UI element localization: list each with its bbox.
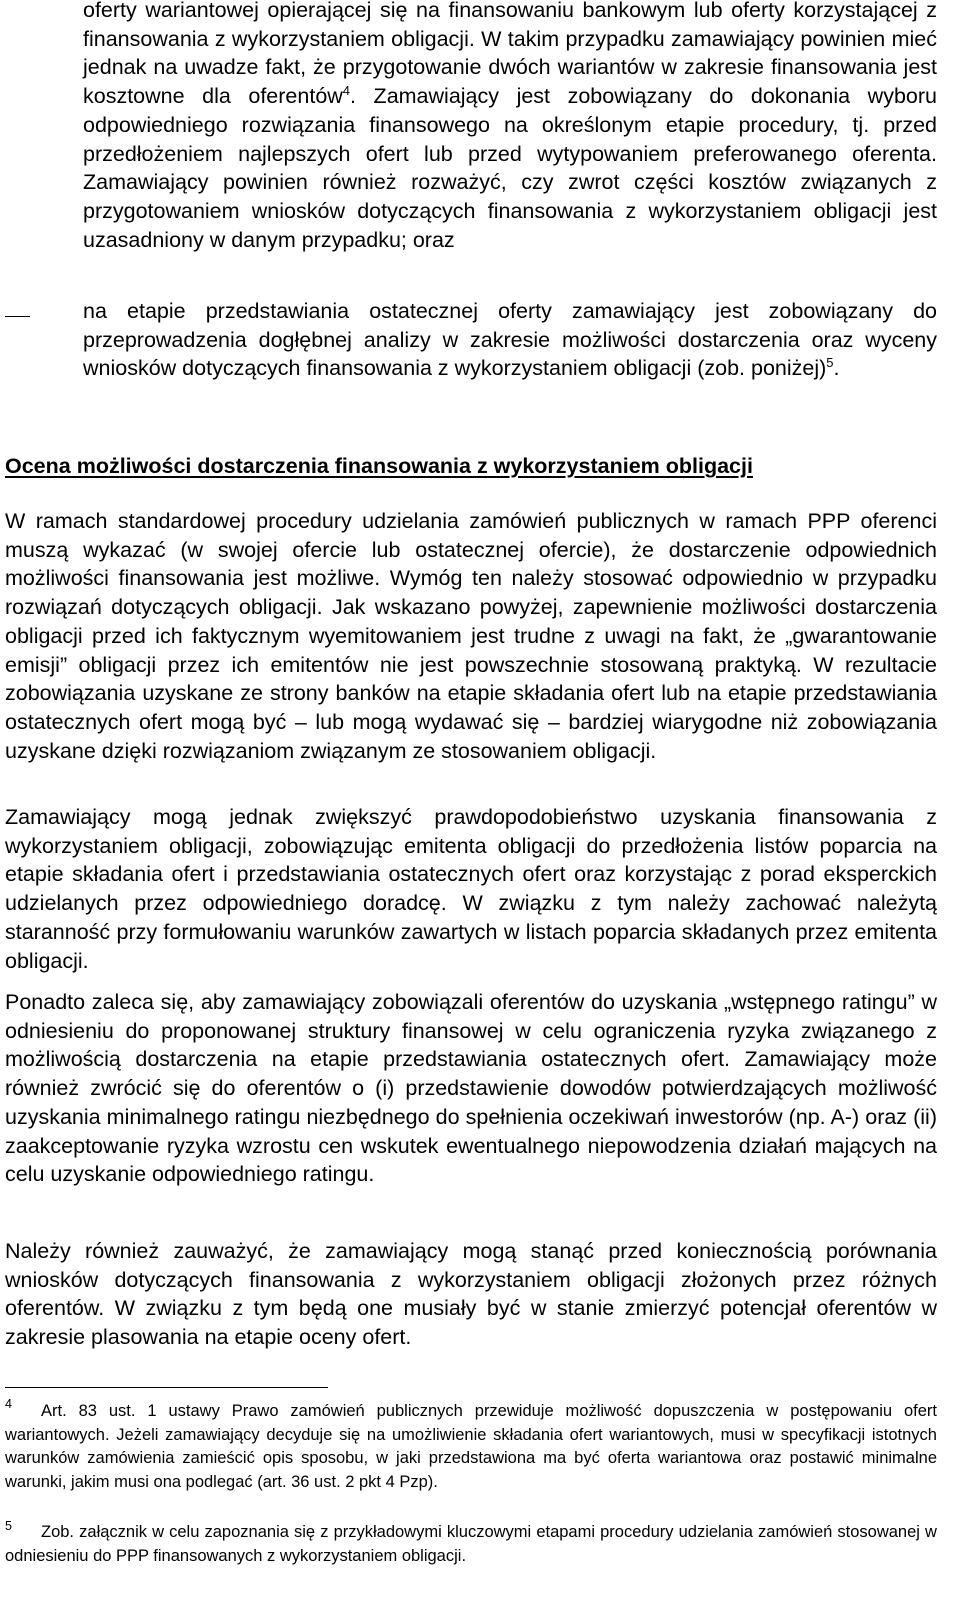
- footnote-reference[interactable]: 4: [342, 82, 351, 98]
- footnote-marker: 5: [5, 1519, 12, 1533]
- footnote-separator: [5, 1387, 328, 1388]
- footnote-reference[interactable]: 5: [826, 355, 834, 371]
- paragraph-text: . Zamawiający jest zobowiązany do dokonania wyboru odpowiedniego rozwiązania finansowego na określonym etapie procedury, tj. przed przedłożeniem najlepszych ofert lub przed wytypowaniem preferowanego oferenta. Zamawiający powinien również rozważyć, czy zwrot części kosztów związanych z przygotowaniem wniosków dotyczących finansowania z wykorzystaniem obligacji jest uzasadniony w danym przypadku; oraz: [83, 84, 937, 252]
- body-paragraph: Ponadto zaleca się, aby zamawiający zobowiązali oferentów do uzyskania „wstępnego ratingu” w odniesieniu do proponowanej struktury finansowej w celu ograniczenia ryzyka związanego z możliwością dostarczenia na etapie przedstawiania ostatecznych ofert. Zamawiający może również zwrócić się do oferentów o (i) przedstawienie dowodów potwierdzających możliwość uzyskania minimalnego ratingu niezbędnego do spełnienia oczekiwań inwestorów (np. A-) oraz (ii) zaakceptowanie ryzyka wzrostu cen wskutek ewentualnego niepowodzenia działań mających na celu uzyskanie odpowiedniego ratingu.: [5, 990, 937, 1187]
- continuation-paragraph: [83, 0, 937, 254]
- bullet-text-end: .: [833, 356, 840, 381]
- bullet-dash: [5, 316, 30, 317]
- footnote-text: 83 ust. 1 ustawy Prawo zamówień publicznych przewiduje możliwość dopuszczenia w postępowaniu ofert wariantowych. Jeżeli zamawiający decyduje się na umożliwienie składania ofert wariantowych, musi w specyfikacji istotnych warunków zamówienia zamieścić opis sposobu, w jaki przedstawiona ma być oferta wariantowa oraz postawić minimalne warunki, jakim musi ona podlegać (art. 36 ust. 2 pkt 4 Pzp).: [5, 1402, 937, 1491]
- section-heading: Ocena możliwości dostarczenia finansowania z wykorzystaniem obligacji: [5, 454, 753, 478]
- footnote: [5, 1521, 937, 1568]
- body-paragraph: Należy również zauważyć, że zamawiający mogą stanąć przed koniecznością porównania wniosków dotyczących finansowania z wykorzystaniem obligacji złożonych przez różnych oferentów. W związku z tym będą one musiały być w stanie zmierzyć potencjał oferentów w zakresie plasowania na etapie oceny ofert.: [5, 1239, 937, 1350]
- footnote-lead: Zob.: [41, 1523, 75, 1541]
- body-paragraph: Zamawiający mogą jednak zwiększyć prawdopodobieństwo uzyskania finansowania z wykorzystaniem obligacji, zobowiązując emitenta obligacji do przedłożenia listów poparcia na etapie składania ofert i przedstawiania ostatecznych ofert oraz korzystając z porad eksperckich udzielanych przez odpowiedniego doradcę. W związku z tym należy zachować należytą staranność przy formułowaniu warunków zawartych w listach poparcia składanych przez emitenta obligacji.: [5, 805, 937, 973]
- footnote-lead: Art.: [41, 1402, 67, 1420]
- body-paragraph: W ramach standardowej procedury udzielania zamówień publicznych w ramach PPP oferenci muszą wykazać (w swojej ofercie lub ostatecznej ofercie), że dostarczenie odpowiednich możliwości finansowania jest możliwe. Wymóg ten należy stosować odpowiednio w przypadku rozwiązań dotyczących obligacji. Jak wskazano powyżej, zapewnienie możliwości dostarczenia obligacji przed ich faktycznym wyemitowaniem jest trudne z uwagi na fakt, że „gwarantowanie emisji” obligacji przez ich emitentów nie jest powszechnie stosowaną praktyką. W rezultacie zobowiązania uzyskane ze strony banków na etapie składania ofert lub na etapie przedstawiania ostatecznych ofert mogą być – lub mogą wydawać się – bardziej wiarygodne niż zobowiązania uzyskane dzięki rozwiązaniom związanym ze stosowaniem obligacji.: [5, 509, 937, 763]
- footnote-text: załącznik w celu zapoznania się z przykładowymi kluczowymi etapami procedury udzielania zamówień stosowanej w odniesieniu do PPP finansowanych z wykorzystaniem obligacji.: [5, 1523, 937, 1565]
- paragraph-text: oferty wariantowej opierającej się na finansowaniu bankowym lub oferty korzystającej z finansowania z wykorzystaniem obligacji. W takim przypadku zamawiający powinien mieć jednak na uwadze fakt, że przygotowanie dwóch wariantów w zakresie finansowania jest kosztowne dla oferentów: [83, 0, 937, 109]
- footnote-marker: 4: [5, 1397, 12, 1411]
- bullet-item: [83, 297, 937, 383]
- bullet-text: na etapie przedstawiania ostatecznej oferty zamawiający jest zobowiązany do przeprowadzenia dogłębnej analizy w zakresie możliwości dostarczenia oraz wyceny wniosków dotyczących finansowania z wykorzystaniem obligacji (zob. poniżej): [83, 299, 937, 381]
- footnote: [5, 1400, 937, 1494]
